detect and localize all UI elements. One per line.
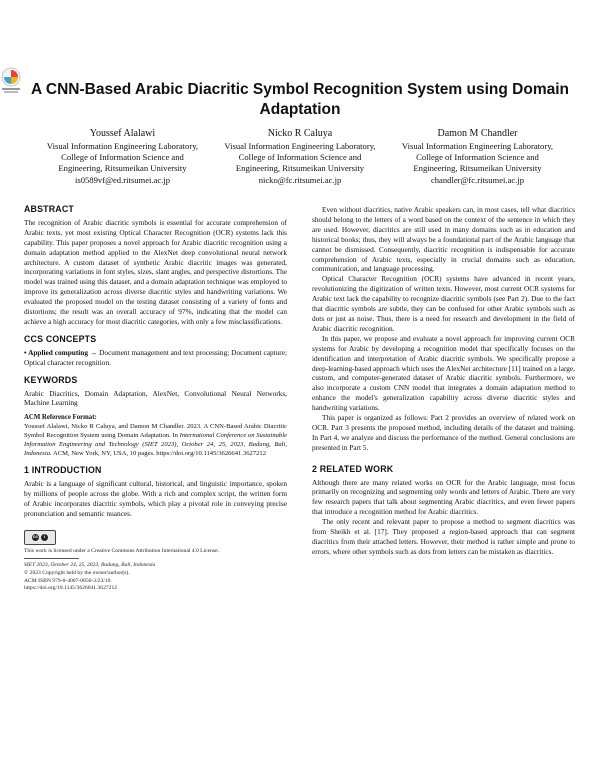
by-person-icon: i [41,534,48,541]
author-block [40,127,560,186]
acm-ref-venue: International Conference on Sustainable Information Engineering and Technology (SIET 2023), October 24, 25, 2023, Badung, Bali, Indonesia. [24,432,287,458]
author-name: Damon M Chandler [437,128,518,139]
paragraph: Even without diacritics, native Arabic speakers can, in most cases, tell what diacritics should belong to the letters of a word based on the context of the sentence in which they are used. However, diacritics are still used in many domains such as in education and historical books; thus, they will always be a foundational part of the Arabic language that cannot be dismissed. Consequently, diacritic recognition is indispensable for accurate comprehension of Arabic texts, especially in crucial domains such as education, communication, and language processing. [312,205,575,274]
isbn-line: ACM ISBN 979-8-4007-0850-3/23/10. [24,577,112,584]
left-column [24,205,287,593]
author-2 [218,127,383,186]
author-affiliation: Visual Information Engineering Laboratory, College of Information Science and Engineering, Ritsumeikan University [224,141,376,174]
ccs-heading: CCS CONCEPTS [24,333,97,344]
abstract-heading: ABSTRACT [24,204,74,214]
author-email[interactable]: chandler@fc.ritsumei.ac.jp [430,174,525,185]
cc-icon: cc [32,534,38,540]
ccs-body: → Document management and text processing; Document capture; Optical character recognition. [24,347,287,367]
license-text: This work is licensed under a Creative Commons Attribution International 4.0 License. [24,547,219,554]
check-for-updates-badge[interactable] [0,66,22,94]
author-email[interactable]: is0589vf@ed.ritsumei.ac.jp [74,174,171,185]
author-name: Nicko R Caluya [267,128,333,139]
author-email[interactable]: nicko@fc.ritsumei.ac.jp [258,174,342,185]
cc-license-logo[interactable] [24,530,287,545]
conf-line: SIET 2023, October 24, 25, 2023, Badung, Bali, Indonesia [24,562,156,569]
related-work-heading: 2 RELATED WORK [312,463,394,474]
copyright-line: © 2023 Copyright held by the owner/author(s). [24,570,130,577]
doi-link[interactable]: https://doi.org/10.1145/3626641.3627212 [24,585,118,592]
ccs-text [24,348,287,368]
paper-title: A CNN-Based Arabic Diacritic Symbol Recognition System using Domain Adaptation [30,81,569,118]
abstract-text: The recognition of Arabic diacritic symbols is essential for accurate comprehension of Arabic texts, yet most existing Optical Character Recognition (OCR) systems lack this capability. This paper proposes a novel approach for Arabic diacritic recognition using a domain adaptation method applied to the AlexNet deep convolutional neural network architecture. A custom dataset of synthetic Arabic diacritic images was generated, incorporating variations in font styles, sizes, slant angles, and perspective distortions. The model was trained using this dataset, and a domain adaptation technique was employed to improve its generalization across diverse diacritic styles and handwriting variations. We evaluated the proposed model on the testing dataset consisting of a variety of fonts and distortions; the result was an overall accuracy of 97%, indicating that the model can achieve a high accuracy for most diacritic categories, with only a few misclassifications. [24,217,287,326]
author-affiliation: Visual Information Engineering Laboratory, College of Information Science and Engineering, Ritsumeikan University [401,141,554,174]
intro-heading: 1 INTRODUCTION [24,465,102,476]
paragraph: Optical Character Recognition (OCR) systems have advanced in recent years, revolutionizing the digitization of written texts. However, most current OCR systems for Arabic text lack the capability to recognize diacritic symbols (see Part 2). Due to the fact that diacritic symbols are subtle, they can be confused for other Arabic symbols such as dots or just as noise. Thus, there is a need for research and development in the field of Arabic diacritic recognition. [312,274,575,333]
author-3 [395,127,560,186]
paragraph: In this paper, we propose and evaluate a novel approach for improving current OCR systems for Arabic by developing a recognition model that specifically focuses on the identification and interpretation of Arabic diacritic symbols. We specifically propose a deep-learning-based approach which uses the AlexNet architecture [11] trained on a large, custom, and computer-generated dataset of Arabic diacritic symbols. Furthermore, we also incorporate a custom CNN model that integrates a domain adaptation method to enhance the model's generalization capability across diverse diacritic styles and handwriting variations. [312,333,575,413]
author-name: Youssef Alalawi [89,128,156,139]
divider [24,558,79,559]
right-column [312,205,575,557]
paragraph: Although there are many related works on OCR for the Arabic language, most focus primarily on recognizing and segmenting only words and letters of Arabic. There are very few research papers that talk about segmenting Arabic diacritics, and even fewer papers that introduce a recognition method for Arabic diacritics. [312,477,575,517]
acm-ref-text: Youssef Alalawi, Nicko R Caluya, and Damon M Chandler. 2023. A CNN-Based Arabic Diacritic Symbol Recognition System using Domain Adaptation. In International Conference on Sustainable Information Engineering and Technology (SIET 2023), October 24, 25, 2023, Badung, Bali, Indonesia. ACM, New York, NY, USA, 10 pages. https://doi.org/10.1145/3626641.3627212 [24,423,287,458]
author-1 [40,127,205,186]
author-affiliation: Visual Information Engineering Laboratory, College of Information Science and Engineering, Ritsumeikan University [46,141,199,174]
acm-ref-heading: ACM Reference Format: [24,414,97,422]
intro-text: Arabic is a language of significant cultural, historical, and linguistic importance, spoken by millions of people across the globe. With a rich and complex script, the written form of Arabic incorporates diacritic symbols, which play a pivotal role in conveying precise pronunciation and semantic nuances. [24,479,287,518]
keywords-heading: KEYWORDS [24,374,78,385]
ccs-bold: • Applied computing [24,347,88,357]
paragraph: The only recent and relevant paper to propose a method to segment diacritics was from Sheikh et al. [17]. They proposed a region-based approach that can segment diacritics from their attached letters. However, their method is rather simple and prone to errors, where other symbols such as dots from letters can be mistaken as diacritics. [312,517,575,556]
keywords-text: Arabic Diacritics, Domain Adaptation, AlexNet, Convolutional Neural Networks, Machine Learning [24,388,287,408]
paragraph: This paper is organized as follows: Part 2 provides an overview of related work on OCR. Part 3 presents the proposed method, including details of the dataset and training. In Part 4, we analyze and discuss the performance of the method. General conclusions are presented in Part 5. [312,413,575,452]
